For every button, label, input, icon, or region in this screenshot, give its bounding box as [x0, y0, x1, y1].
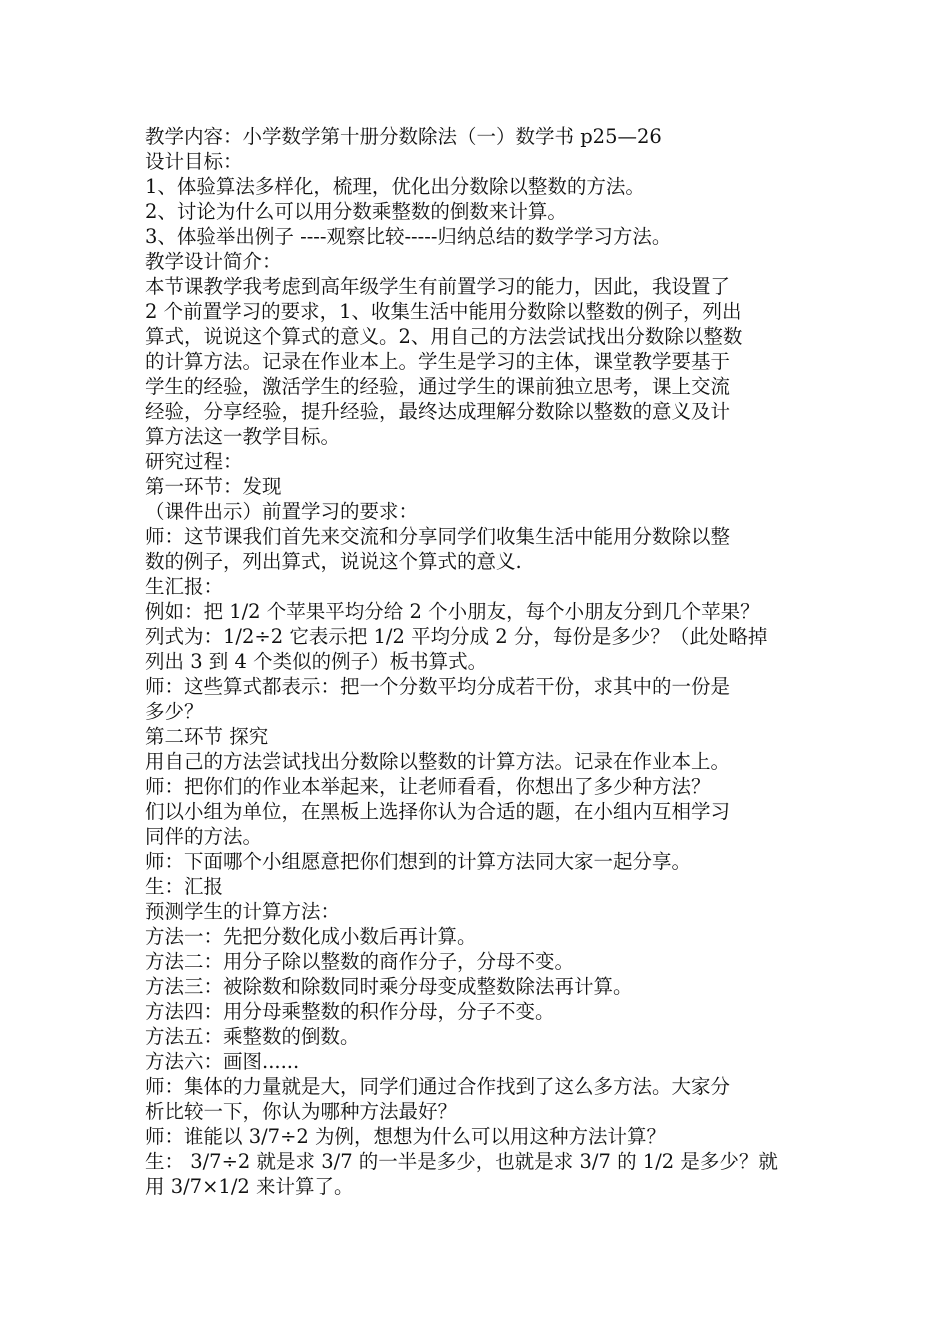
method-3: 方法三：被除数和除数同时乘分母变成整数除法再计算。 [145, 975, 633, 998]
method-4: 方法四：用分母乘整数的积作分母，分子不变。 [145, 1000, 555, 1023]
teacher-line: 数的例子，列出算式，说说这个算式的意义. [145, 550, 522, 573]
document-page [145, 124, 825, 1199]
teacher-line: 析比较一下，你认为哪种方法最好？ [145, 1100, 458, 1123]
teacher-line: 师：下面哪个小组愿意把你们想到的计算方法同大家一起分享。 [145, 850, 692, 873]
teacher-line: 师：谁能以 3/7÷2 为例，想想为什么可以用这种方法计算？ [145, 1125, 667, 1148]
research-process-heading: 研究过程： [145, 450, 243, 473]
design-intro-text: 经验，分享经验，提升经验，最终达成理解分数除以整数的意义及计 [145, 400, 731, 423]
design-intro-text: 算式，说说这个算式的意义。2、用自己的方法尝试找出分数除以整数 [145, 325, 743, 348]
method-2: 方法二：用分子除以整数的商作分子，分母不变。 [145, 950, 575, 973]
section-2-heading: 第二环节 探究 [145, 725, 269, 748]
design-goals-heading: 设计目标： [145, 150, 243, 173]
student-line: 生： 3/7÷2 就是求 3/7 的一半是多少，也就是求 3/7 的 1/2 是多少？就 [145, 1150, 778, 1173]
design-intro-text: 本节课教学我考虑到高年级学生有前置学习的能力，因此，我设置了 [145, 275, 731, 298]
design-intro-text: 学生的经验，激活学生的经验，通过学生的课前独立思考，课上交流 [145, 375, 731, 398]
body-line: 同伴的方法。 [145, 825, 263, 848]
teacher-line: 师：这节课我们首先来交流和分享同学们收集生活中能用分数除以整 [145, 525, 731, 548]
goal-3: 3、体验举出例子 ----观察比较-----归纳总结的数学学习方法。 [145, 225, 672, 248]
courseware-line: （课件出示）前置学习的要求： [145, 500, 419, 523]
teacher-line: 师：把你们的作业本举起来，让老师看看，你想出了多少种方法？ [145, 775, 711, 798]
goal-1: 1、体验算法多样化，梳理，优化出分数除以整数的方法。 [145, 175, 645, 198]
example-line: 例如：把 1/2 个苹果平均分给 2 个小朋友，每个小朋友分到几个苹果？ [145, 600, 760, 623]
methods-heading: 预测学生的计算方法： [145, 900, 341, 923]
design-intro-text: 算方法这一教学目标。 [145, 425, 341, 448]
goal-2: 2、讨论为什么可以用分数乘整数的倒数来计算。 [145, 200, 567, 223]
method-6: 方法六：画图...... [145, 1050, 300, 1073]
body-line: 用自己的方法尝试找出分数除以整数的计算方法。记录在作业本上。 [145, 750, 731, 773]
section-1-heading: 第一环节：发现 [145, 475, 282, 498]
teacher-line: 多少？ [145, 700, 204, 723]
student-report-line: 生汇报： [145, 575, 224, 598]
teacher-line: 师：集体的力量就是大，同学们通过合作找到了这么多方法。大家分 [145, 1075, 731, 1098]
design-intro-text: 2 个前置学习的要求，1、收集生活中能用分数除以整数的例子，列出 [145, 300, 742, 323]
student-line: 用 3/7×1/2 来计算了。 [145, 1175, 354, 1198]
method-5: 方法五：乘整数的倒数。 [145, 1025, 360, 1048]
example-line: 列式为：1/2÷2 它表示把 1/2 平均分成 2 分，每份是多少？（此处略掉 [145, 625, 768, 648]
teacher-line: 师：这些算式都表示：把一个分数平均分成若干份，求其中的一份是 [145, 675, 731, 698]
student-line: 生：汇报 [145, 875, 224, 898]
method-1: 方法一：先把分数化成小数后再计算。 [145, 925, 477, 948]
teaching-content-line: 教学内容：小学数学第十册分数除法（一）数学书 p25—26 [145, 125, 662, 148]
design-intro-heading: 教学设计简介： [145, 250, 282, 273]
body-line: 们以小组为单位，在黑板上选择你认为合适的题，在小组内互相学习 [145, 800, 731, 823]
design-intro-text: 的计算方法。记录在作业本上。学生是学习的主体，课堂教学要基于 [145, 350, 731, 373]
example-line: 列出 3 到 4 个类似的例子）板书算式。 [145, 650, 488, 673]
